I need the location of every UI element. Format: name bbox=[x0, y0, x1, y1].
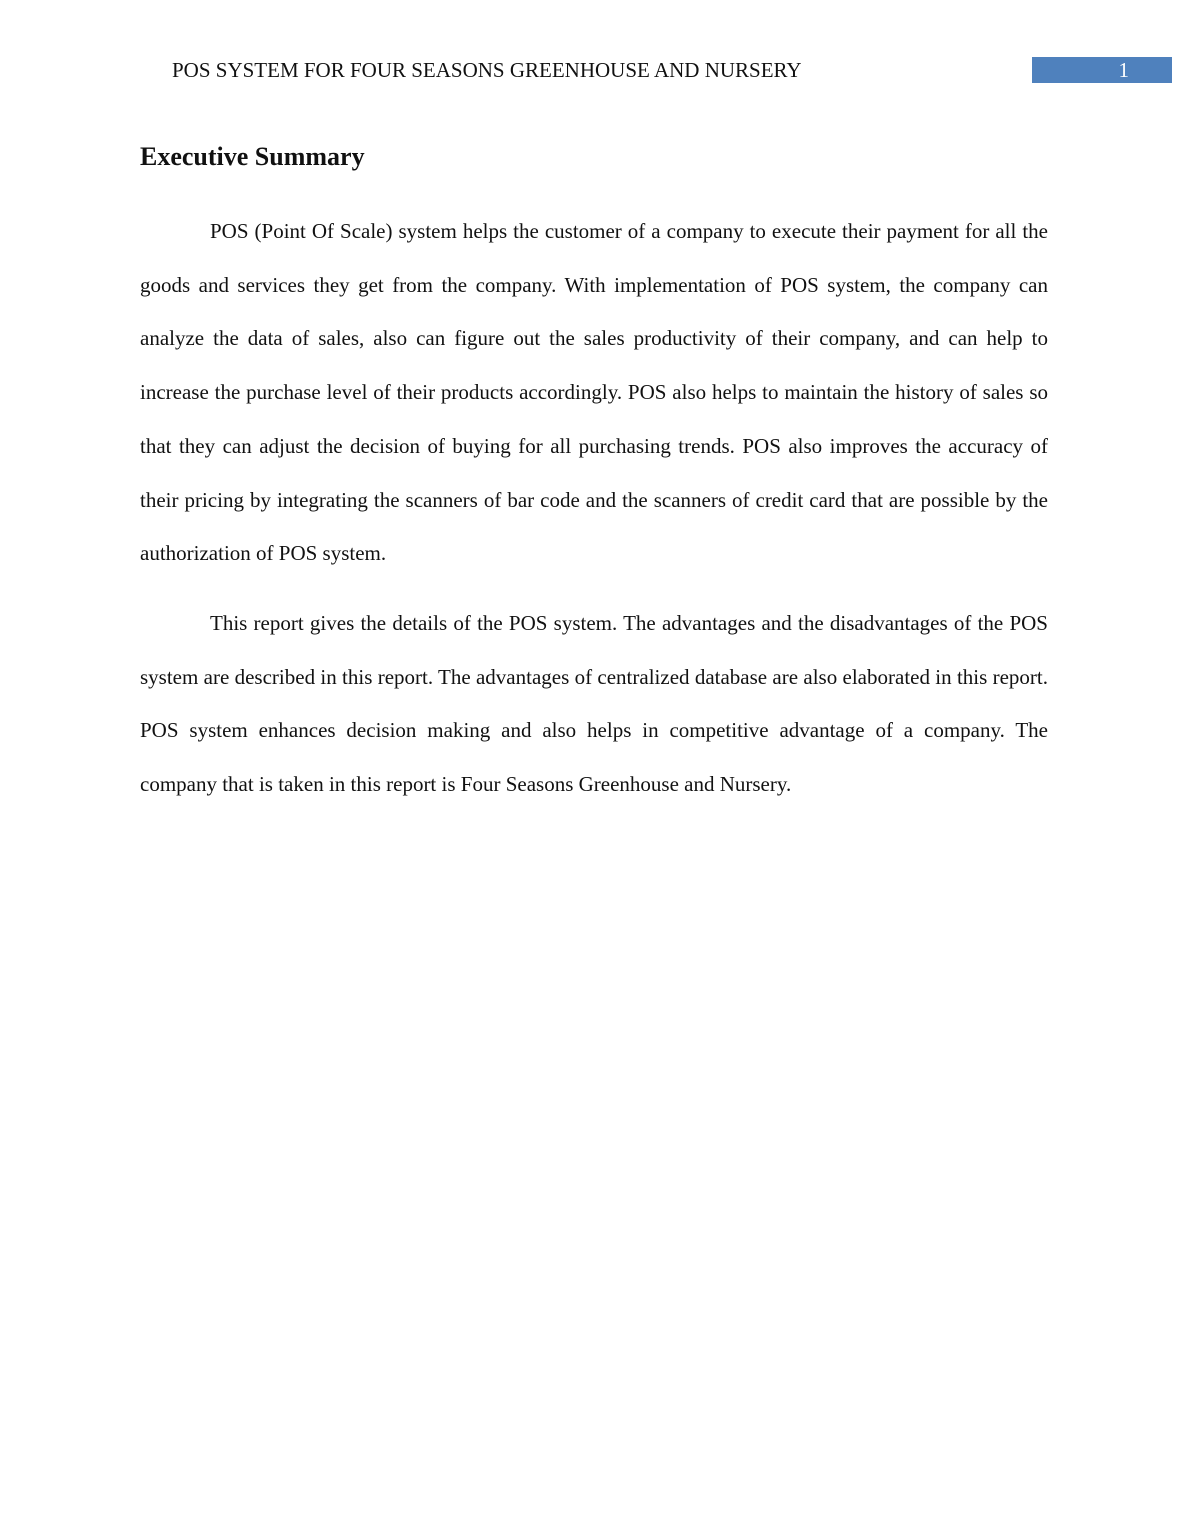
running-header-title: POS SYSTEM FOR FOUR SEASONS GREENHOUSE AND NURSERY bbox=[172, 58, 802, 82]
body-text bbox=[140, 205, 1048, 828]
paragraph-1: POS (Point Of Scale) system helps the customer of a company to execute their payment for all the goods and services they get from the company. With implementation of POS system, the company can analyze the data of sales, also can figure out the sales productivity of their company, and can help to increase the purchase level of their products accordingly. POS also helps to maintain the history of sales so that they can adjust the decision of buying for all purchasing trends. POS also improves the accuracy of their pricing by integrating the scanners of bar code and the scanners of credit card that are possible by the authorization of POS system. bbox=[140, 219, 1048, 566]
page-number-badge bbox=[1032, 57, 1172, 83]
page-number: 1 bbox=[1118, 58, 1129, 82]
section-heading: Executive Summary bbox=[140, 142, 365, 171]
paragraph-2: This report gives the details of the POS system. The advantages and the disadvantages of the POS system are described in this report. The advantages of centralized database are also elaborated in this report. POS system enhances decision making and also helps in competitive advantage of a company. The company that is taken in this report is Four Seasons Greenhouse and Nursery. bbox=[140, 610, 1048, 797]
